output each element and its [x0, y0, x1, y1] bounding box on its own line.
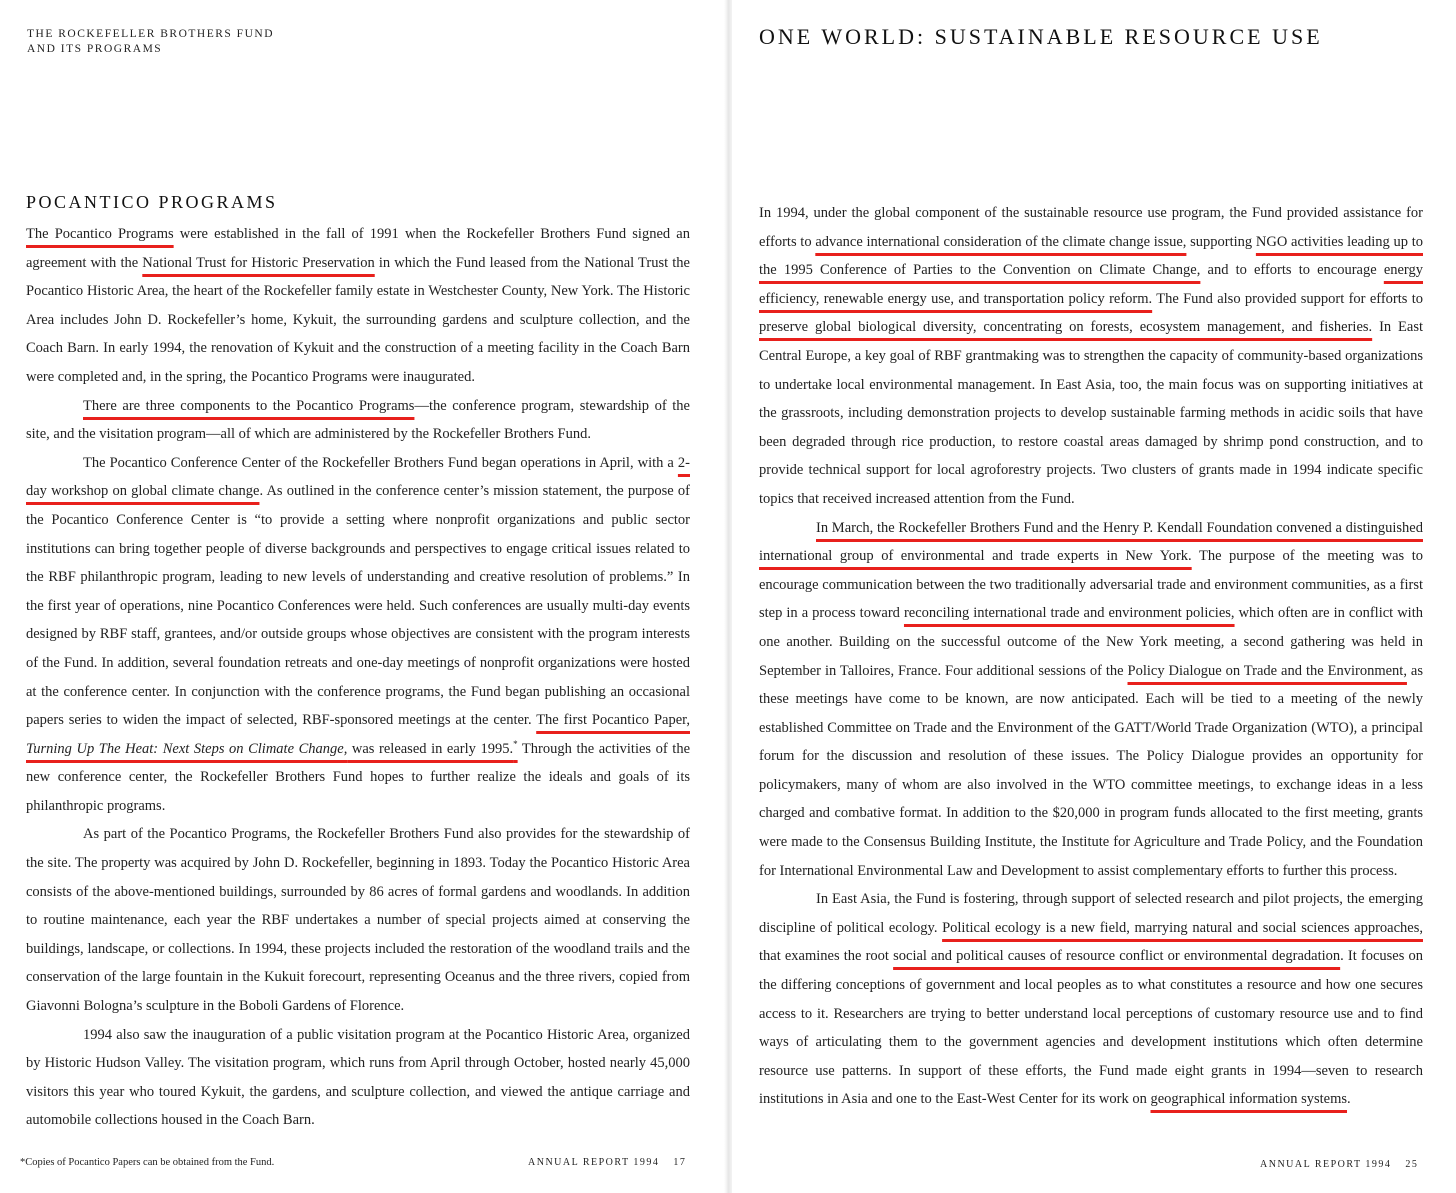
text-run: supporting [1186, 233, 1256, 250]
page-footer [528, 1157, 686, 1168]
paragraph [26, 392, 690, 449]
text-run: The Pocantico Conference Center of the Rockefeller Brothers Fund began operations in April, with a [83, 454, 678, 471]
page-number: 17 [673, 1157, 687, 1168]
highlighted-phrase: National Trust for Historic Preservation [142, 254, 375, 271]
paragraph [759, 514, 1423, 886]
highlighted-phrase: advance international consideration of the climate change issue, [815, 233, 1187, 250]
left-page [0, 0, 724, 1193]
footnote: *Copies of Pocantico Papers can be obtained from the Fund. [20, 1157, 275, 1168]
text-run: In East Central Europe, a key goal of RBF grantmaking was to strengthen the capacity of community-based organizations to undertake local environmental management. In East Asia, too, the main focus was on supporting initiatives at the grassroots, including demonstration projects to develop sustainable farming methods in acidic soils that have been degraded through rice production, to restore coastal areas damaged by shrimp pond construction, and to provide technical support for local agroforestry projects. Two clusters of grants made in 1994 indicate specific topics that received increased attention from the Fund. [759, 319, 1423, 507]
footer-label: ANNUAL REPORT 1994 [528, 1157, 660, 1168]
text-run: The Fund also provided support for efforts to [1152, 290, 1424, 307]
paragraph [759, 885, 1423, 1114]
running-head-line2: AND ITS PROGRAMS [27, 43, 163, 55]
section-title: POCANTICO PROGRAMS [26, 192, 278, 212]
highlighted-phrase: preserve global biological diversity, concentrating on forests, ecosystem management, and fisheries. [759, 319, 1373, 336]
running-head [27, 27, 274, 57]
left-body-text [26, 220, 690, 1135]
highlighted-phrase: There are three components to the Pocantico Programs [83, 397, 415, 414]
running-head-line1: THE ROCKEFELLER BROTHERS FUND [27, 28, 274, 40]
highlighted-phrase: reconciling international trade and environment policies, [903, 605, 1235, 622]
highlighted-phrase: Political ecology is a new field, marrying natural and social sciences approaches, [942, 919, 1423, 936]
text-run: The purpose of the meeting was to encourage communication between the two traditionally adversarial trade and environment communities, as a first step in a process toward [759, 548, 1423, 622]
text-run: . [1347, 1091, 1351, 1108]
text-run: . As outlined in the conference center’s mission statement, the purpose of the Pocantico Conference Center is “to provide a setting where nonprofit organizations and public sector institutions can bring together people of diverse backgrounds and perspectives to engage critical issues related to the RBF philanthropic program, leading to new levels of understanding and creative resolution of problems.” In the first year of operations, nine Pocantico Conferences were held. Such conferences are usually multi-day events designed by RBF staff, grantees, and/or outside groups whose objectives are consistent with the program interests of the Fund. In addition, several foundation retreats and one-day meetings of nonprofit organizations were hosted at the conference center. In conjunction with the conference programs, the Fund began publishing an occasional papers series to widen the impact of selected, RBF-sponsored meetings at the center. [26, 483, 690, 729]
book-gutter [724, 0, 732, 1193]
paper-title: Turning Up The Heat: Next Steps on Climate Change, [26, 740, 348, 757]
chapter-title: ONE WORLD: SUSTAINABLE RESOURCE USE [759, 24, 1323, 49]
paragraph [26, 220, 690, 392]
highlighted-phrase: geographical information systems [1150, 1091, 1348, 1108]
highlighted-phrase: social and political causes of resource conflict or environmental degradation [893, 948, 1341, 965]
highlighted-phrase: NGO activities leading up to the 1995 Conference of Parties to the Convention on Climate Change, [759, 233, 1423, 279]
text-run: as these meetings have come to be known, are now anticipated. Each will be tied to a meeting of the newly established Committee on Trade and the Environment of the GATT/World Trade Organization (WTO), a principal forum for the discussion and resolution of these issues. The Policy Dialogue provides an opportunity for policymakers, many of whom are also involved in the WTO committee meetings, to exchange ideas in a less charged and combative format. In addition to the $20,000 in program funds allocated to the first meeting, grants were made to the Consensus Building Institute, the Institute for Agriculture and Trade Policy, and the Foundation for International Environmental Law and Development to assist complementary efforts to further this process. [759, 662, 1423, 879]
paragraph [759, 199, 1423, 514]
right-body-text [759, 199, 1423, 1114]
text-run: were established in the fall of 1991 when the Rockefeller Brothers Fund signed an agreement with the [26, 226, 690, 271]
highlighted-phrase: The Pocantico Programs [26, 226, 174, 242]
text-run: The first Pocantico Paper, [536, 712, 690, 729]
text-run: in which the Fund leased from the National Trust the Pocantico Historic Area, the heart of the Rockefeller family estate in Westchester County, New York. The Historic Area includes John D. Rockefeller’s home, Kykuit, the surrounding gardens and sculpture collection, and the Coach Barn. In early 1994, the renovation of Kykuit and the construction of a meeting facility in the Coach Barn were completed and, in the spring, the Pocantico Programs were inaugurated. [26, 254, 690, 385]
highlighted-phrase: 2-day workshop on global climate change [26, 454, 690, 500]
paragraph [26, 449, 690, 821]
footer-label: ANNUAL REPORT 1994 [1260, 1159, 1392, 1170]
text-run: In 1994, under the global component of the sustainable resource use program, the Fund provided assistance for efforts to [759, 205, 1423, 250]
text-run: —the conference program, stewardship of the site, and the visitation program—all of which are administered by the Rockefeller Brothers Fund. [26, 397, 690, 443]
paragraph: As part of the Pocantico Programs, the Rockefeller Brothers Fund also provides for the stewardship of the site. The property was acquired by John D. Rockefeller, beginning in 1893. Today the Pocantico Historic Area consists of the above-mentioned buildings, surrounded by 86 acres of formal gardens and woodlands. In addition to routine maintenance, each year the RBF undertakes a number of special projects aimed at conserving the buildings, landscape, or collections. In 1994, these projects included the restoration of the woodland trails and the conservation of the large fountain in the Kukuit forecourt, representing Oceanus and the three rivers, copied from Giavonni Bologna’s sculpture in the Boboli Gardens of Florence. [26, 826, 690, 1015]
text-run: and to efforts to encourage [1200, 262, 1384, 279]
text-run: . It focuses on the differing conceptions of government and local peoples as to what constitutes a resource and how one secures access to it. Researchers are trying to better understand local perceptions of customary resource use and to find ways of articulating them to the government agencies and development institutions which often determine resource use patterns. In support of these efforts, the Fund made eight grants in 1994—seven to research institutions in Asia and one to the East-West Center for its work on [759, 948, 1424, 1108]
highlighted-phrase: In March, the Rockefeller Brothers Fund and the Henry P. Kendall Foundation convened a distinguished international group of environmental and trade experts in New York. [759, 519, 1423, 565]
right-page [732, 0, 1456, 1193]
page-footer [1260, 1159, 1418, 1170]
text-run: Through the activities of the new conference center, the Rockefeller Brothers Fund hopes to further realize the ideals and goals of its philanthropic programs. [26, 740, 691, 814]
highlighted-phrase: energy efficiency, renewable energy use, and transportation policy reform. [759, 262, 1424, 307]
paragraph: 1994 also saw the inauguration of a public visitation program at the Pocantico Historic Area, organized by Historic Hudson Valley. The visitation program, which runs from April through October, hosted nearly 45,000 visitors this year who toured Kykuit, the gardens, and sculpture collection, and viewed the antique carriage and automobile collections housed in the Coach Barn. [26, 1026, 690, 1129]
text-run: that examines the root [759, 948, 894, 965]
highlighted-phrase: Policy Dialogue on Trade and the Environment, [1127, 662, 1407, 679]
footnote-marker: * [513, 738, 518, 749]
text-run: In East Asia, the Fund is fostering, through support of selected research and pilot projects, the emerging discipline of political ecology. [759, 891, 1423, 936]
text-run: was released in early 1995. [347, 740, 514, 757]
page-number: 25 [1405, 1159, 1419, 1170]
text-run: which often are in conflict with one another. Building on the successful outcome of the New York meeting, a second gathering was held in September in Talloires, France. Four additional sessions of the [759, 605, 1423, 679]
